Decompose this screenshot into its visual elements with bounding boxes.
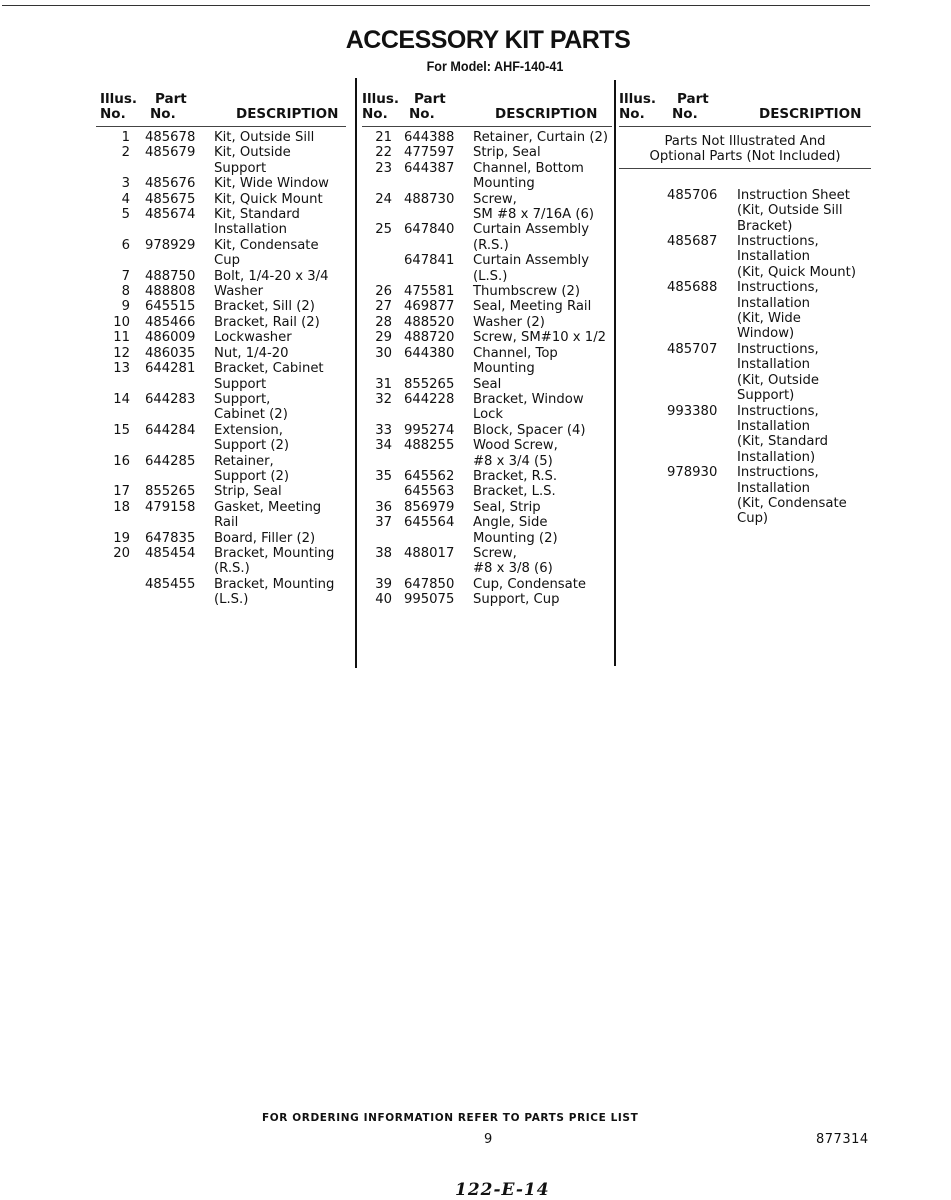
table-row <box>362 500 612 515</box>
table-row <box>362 130 612 145</box>
table-row <box>362 330 612 345</box>
part-number: 485454 <box>145 545 196 561</box>
note-line: Optional Parts (Not Included) <box>649 149 841 165</box>
description-line: Kit, Standard <box>214 207 300 223</box>
handwritten-note: 122-E-14 <box>455 1180 550 1200</box>
part-number: 644284 <box>145 422 196 438</box>
table-row <box>362 346 612 377</box>
description-line: Bracket, L.S. <box>473 484 556 500</box>
part-number: 485707 <box>667 341 718 357</box>
column-divider <box>355 78 357 668</box>
header-description: DESCRIPTION <box>759 106 862 122</box>
table-header <box>362 92 612 127</box>
table-row <box>96 238 346 269</box>
table-row <box>96 315 346 330</box>
description-line: Mounting <box>473 361 535 377</box>
table-row <box>362 161 612 192</box>
note-line: Parts Not Illustrated And <box>664 134 826 149</box>
description-line: Instructions, <box>737 403 819 419</box>
header-description: DESCRIPTION <box>236 106 339 122</box>
part-number: 647850 <box>404 576 455 592</box>
description-line: Bracket, Rail (2) <box>214 314 320 330</box>
description-line: Support (2) <box>214 468 290 484</box>
note-parts-not-illustrated <box>619 127 871 169</box>
description-line: Gasket, Meeting <box>214 499 322 515</box>
description-line: Channel, Top <box>473 345 558 361</box>
description-line: Bracket, Window <box>473 391 584 407</box>
table-row <box>362 438 612 469</box>
table-row <box>362 377 612 392</box>
part-number: 644283 <box>145 391 196 407</box>
illus-number: 33 <box>375 422 392 438</box>
illus-number: 40 <box>375 592 392 608</box>
table-row <box>362 577 612 592</box>
part-number: 488730 <box>404 191 455 207</box>
description-line: Channel, Bottom <box>473 160 584 176</box>
part-number: 485676 <box>145 176 196 192</box>
table-row <box>362 484 612 499</box>
table-row <box>96 330 346 345</box>
part-number: 644388 <box>404 130 455 145</box>
part-number: 645515 <box>145 299 196 315</box>
illus-number: 19 <box>113 530 130 546</box>
table-header <box>619 92 871 127</box>
description-line: Lock <box>473 407 504 423</box>
part-number: 978929 <box>145 237 196 253</box>
description-line: Block, Spacer (4) <box>473 422 586 438</box>
table-row <box>362 469 612 484</box>
description-line: Curtain Assembly <box>473 253 590 269</box>
description-line: Kit, Quick Mount <box>214 191 323 207</box>
description-line: Nut, 1/4-20 <box>214 345 289 361</box>
illus-number: 9 <box>121 299 130 315</box>
header-illus: Illus. <box>619 91 657 107</box>
table-row <box>619 188 871 234</box>
part-number: 485678 <box>145 130 196 145</box>
part-number: 485687 <box>667 234 718 250</box>
table-row <box>362 253 612 284</box>
top-rule <box>2 5 870 6</box>
description-line: Window) <box>737 326 795 342</box>
description-line: Screw, <box>473 191 517 207</box>
description-line: (Kit, Condensate <box>737 495 847 511</box>
description-line: #8 x 3/8 (6) <box>473 561 553 577</box>
illus-number: 15 <box>113 422 130 438</box>
part-number: 477597 <box>404 145 455 161</box>
description-line: Support, <box>214 391 271 407</box>
description-line: Cup <box>214 253 240 269</box>
part-number: 978930 <box>667 465 718 481</box>
illus-number: 26 <box>375 284 392 300</box>
description-line: Cup) <box>737 511 769 527</box>
illus-number: 22 <box>375 145 392 161</box>
illus-number: 29 <box>375 330 392 346</box>
page-number: 9 <box>484 1132 493 1147</box>
table-row <box>362 145 612 160</box>
description-line: Strip, Seal <box>473 145 541 161</box>
illus-number: 14 <box>113 391 130 407</box>
description-line: Kit, Condensate <box>214 237 319 253</box>
description-line: Installation <box>737 295 811 311</box>
header-part-no: No. <box>150 106 176 122</box>
table-row <box>362 515 612 546</box>
illus-number: 37 <box>375 515 392 531</box>
illus-number: 11 <box>113 330 130 346</box>
part-number: 479158 <box>145 499 196 515</box>
table-row <box>96 299 346 314</box>
description-line: Installation <box>737 480 811 496</box>
header-illus-no: No. <box>362 106 388 122</box>
part-number: 475581 <box>404 284 455 300</box>
illus-number: 27 <box>375 299 392 315</box>
illus-number: 18 <box>113 499 130 515</box>
part-number: 644228 <box>404 391 455 407</box>
table-row <box>96 546 346 577</box>
illus-number: 23 <box>375 160 392 176</box>
description-line: Cup, Condensate <box>473 576 587 592</box>
table-row <box>362 222 612 253</box>
description-line: Extension, <box>214 422 283 438</box>
parts-list <box>96 127 346 608</box>
table-row <box>96 361 346 392</box>
description-line: Seal, Meeting Rail <box>473 299 592 315</box>
description-line: (L.S.) <box>473 268 508 284</box>
table-row <box>619 465 871 527</box>
description-line: Lockwasher <box>214 330 292 346</box>
illus-number: 1 <box>121 130 130 145</box>
part-number: 485455 <box>145 576 196 592</box>
description-line: Support <box>214 160 267 176</box>
illus-number: 25 <box>375 222 392 238</box>
table-row <box>619 280 871 342</box>
header-part: Part <box>155 91 187 107</box>
part-number: 856979 <box>404 499 455 515</box>
description-line: Mounting (2) <box>473 530 558 546</box>
table-row <box>96 145 346 176</box>
description-line: Washer (2) <box>473 314 545 330</box>
part-number: 486009 <box>145 330 196 346</box>
description-line: Bracket, Mounting <box>214 576 335 592</box>
part-number: 644387 <box>404 160 455 176</box>
header-illus: Illus. <box>362 91 400 107</box>
table-row <box>96 207 346 238</box>
description-line: (Kit, Quick Mount) <box>737 264 856 280</box>
part-number: 485688 <box>667 280 718 296</box>
table-row <box>96 531 346 546</box>
table-row <box>96 500 346 531</box>
header-part: Part <box>677 91 709 107</box>
table-row <box>362 546 612 577</box>
part-number: 645564 <box>404 515 455 531</box>
part-number: 488750 <box>145 268 196 284</box>
illus-number: 39 <box>375 576 392 592</box>
table-row <box>362 423 612 438</box>
illus-number: 34 <box>375 438 392 454</box>
table-row <box>619 404 871 466</box>
description-line: Washer <box>214 284 264 300</box>
part-number: 855265 <box>145 484 196 500</box>
part-number: 647835 <box>145 530 196 546</box>
column-divider <box>614 80 616 666</box>
table-row <box>362 299 612 314</box>
description-line: Cabinet (2) <box>214 407 288 423</box>
model-subtitle: For Model: AHF-140-41 <box>426 58 564 74</box>
illus-number: 38 <box>375 545 392 561</box>
part-number: 485706 <box>667 187 718 203</box>
part-number: 469877 <box>404 299 455 315</box>
description-line: Strip, Seal <box>214 484 282 500</box>
part-number: 488720 <box>404 330 455 346</box>
table-row <box>362 192 612 223</box>
description-line: Support (2) <box>214 438 290 454</box>
part-number: 855265 <box>404 376 455 392</box>
table-row <box>362 315 612 330</box>
table-row <box>362 392 612 423</box>
illus-number: 4 <box>121 191 130 207</box>
table-row <box>362 284 612 299</box>
illus-number: 2 <box>121 145 130 161</box>
description-line: Instructions, <box>737 234 819 250</box>
description-line: Support <box>214 376 267 392</box>
document-number: 877314 <box>816 1132 869 1147</box>
spacer <box>619 169 871 188</box>
illus-number: 5 <box>121 207 130 223</box>
description-line: Bracket, Cabinet <box>214 361 324 377</box>
description-line: Board, Filler (2) <box>214 530 316 546</box>
description-line: (Kit, Outside <box>737 372 819 388</box>
illus-number: 13 <box>113 361 130 377</box>
description-line: (R.S.) <box>473 237 509 253</box>
illus-number: 12 <box>113 345 130 361</box>
table-row <box>96 454 346 485</box>
description-line: (Kit, Outside Sill <box>737 203 843 219</box>
description-line: Bracket, Sill (2) <box>214 299 315 315</box>
parts-column-1 <box>96 92 346 608</box>
description-line: Bolt, 1/4-20 x 3/4 <box>214 268 329 284</box>
description-line: Installation <box>737 249 811 265</box>
description-line: Instructions, <box>737 280 819 296</box>
part-number: 644285 <box>145 453 196 469</box>
part-number: 647841 <box>404 253 455 269</box>
illus-number: 17 <box>113 484 130 500</box>
illus-number: 21 <box>375 130 392 145</box>
description-line: Curtain Assembly <box>473 222 590 238</box>
part-number: 645562 <box>404 468 455 484</box>
description-line: SM #8 x 7/16A (6) <box>473 207 595 223</box>
table-row <box>96 176 346 191</box>
description-line: Bracket, Mounting <box>214 545 335 561</box>
illus-number: 10 <box>113 314 130 330</box>
table-row <box>96 577 346 608</box>
table-row <box>96 269 346 284</box>
description-line: Angle, Side <box>473 515 548 531</box>
part-number: 644380 <box>404 345 455 361</box>
table-row <box>96 423 346 454</box>
header-part-no: No. <box>672 106 698 122</box>
illus-number: 28 <box>375 314 392 330</box>
description-line: Screw, SM#10 x 1/2 <box>473 330 607 346</box>
part-number: 485466 <box>145 314 196 330</box>
description-line: Kit, Wide Window <box>214 176 329 192</box>
illus-number: 31 <box>375 376 392 392</box>
description-line: (L.S.) <box>214 592 249 608</box>
description-line: Instruction Sheet <box>737 187 850 203</box>
description-line: Seal <box>473 376 502 392</box>
description-line: Seal, Strip <box>473 499 541 515</box>
description-line: Thumbscrew (2) <box>473 284 581 300</box>
description-line: Installation) <box>737 449 816 465</box>
description-line: (Kit, Standard <box>737 434 829 450</box>
part-number: 645563 <box>404 484 455 500</box>
parts-list <box>619 127 871 527</box>
table-row <box>362 592 612 607</box>
part-number: 647840 <box>404 222 455 238</box>
illus-number: 20 <box>113 545 130 561</box>
description-line: Retainer, Curtain (2) <box>473 130 609 145</box>
part-number: 488520 <box>404 314 455 330</box>
description-line: #8 x 3/4 (5) <box>473 453 553 469</box>
description-line: Installation <box>737 418 811 434</box>
illus-number: 3 <box>121 176 130 192</box>
header-illus-no: No. <box>619 106 645 122</box>
illus-number: 30 <box>375 345 392 361</box>
description-line: Bracket) <box>737 218 793 234</box>
description-line: Installation <box>214 222 288 238</box>
illus-number: 24 <box>375 191 392 207</box>
illus-number: 32 <box>375 391 392 407</box>
table-row <box>96 484 346 499</box>
description-line: Retainer, <box>214 453 274 469</box>
table-row <box>96 392 346 423</box>
description-line: Instructions, <box>737 341 819 357</box>
table-header <box>96 92 346 127</box>
part-number: 485674 <box>145 207 196 223</box>
part-number: 485679 <box>145 145 196 161</box>
parts-column-3 <box>619 92 871 527</box>
description-line: (R.S.) <box>214 561 250 577</box>
description-line: Kit, Outside Sill <box>214 130 315 145</box>
header-illus: Illus. <box>100 91 138 107</box>
description-line: Support) <box>737 388 795 404</box>
header-part: Part <box>414 91 446 107</box>
description-line: Wood Screw, <box>473 438 558 454</box>
parts-list <box>362 127 612 608</box>
illus-number: 6 <box>121 237 130 253</box>
part-number: 995274 <box>404 422 455 438</box>
table-row <box>96 284 346 299</box>
table-row <box>619 342 871 404</box>
illus-number: 35 <box>375 468 392 484</box>
part-number: 995075 <box>404 592 455 608</box>
part-number: 486035 <box>145 345 196 361</box>
description-line: Kit, Outside <box>214 145 291 161</box>
description-line: (Kit, Wide <box>737 311 801 327</box>
table-row <box>96 346 346 361</box>
description-line: Rail <box>214 515 239 531</box>
parts-column-2 <box>362 92 612 608</box>
illus-number: 36 <box>375 499 392 515</box>
illus-number: 8 <box>121 284 130 300</box>
description-line: Mounting <box>473 176 535 192</box>
table-row <box>96 192 346 207</box>
table-row <box>619 234 871 280</box>
header-illus-no: No. <box>100 106 126 122</box>
illus-number: 16 <box>113 453 130 469</box>
part-number: 644281 <box>145 361 196 377</box>
part-number: 993380 <box>667 403 718 419</box>
description-line: Instructions, <box>737 465 819 481</box>
ordering-note: FOR ORDERING INFORMATION REFER TO PARTS PRICE LIST <box>262 1112 639 1124</box>
page-title: ACCESSORY KIT PARTS <box>345 26 631 54</box>
part-number: 488808 <box>145 284 196 300</box>
illus-number: 7 <box>121 268 130 284</box>
table-row <box>96 130 346 145</box>
description-line: Screw, <box>473 545 517 561</box>
header-part-no: No. <box>409 106 435 122</box>
header-description: DESCRIPTION <box>495 106 598 122</box>
part-number: 488255 <box>404 438 455 454</box>
description-line: Support, Cup <box>473 592 560 608</box>
part-number: 485675 <box>145 191 196 207</box>
description-line: Installation <box>737 357 811 373</box>
part-number: 488017 <box>404 545 455 561</box>
description-line: Bracket, R.S. <box>473 468 558 484</box>
